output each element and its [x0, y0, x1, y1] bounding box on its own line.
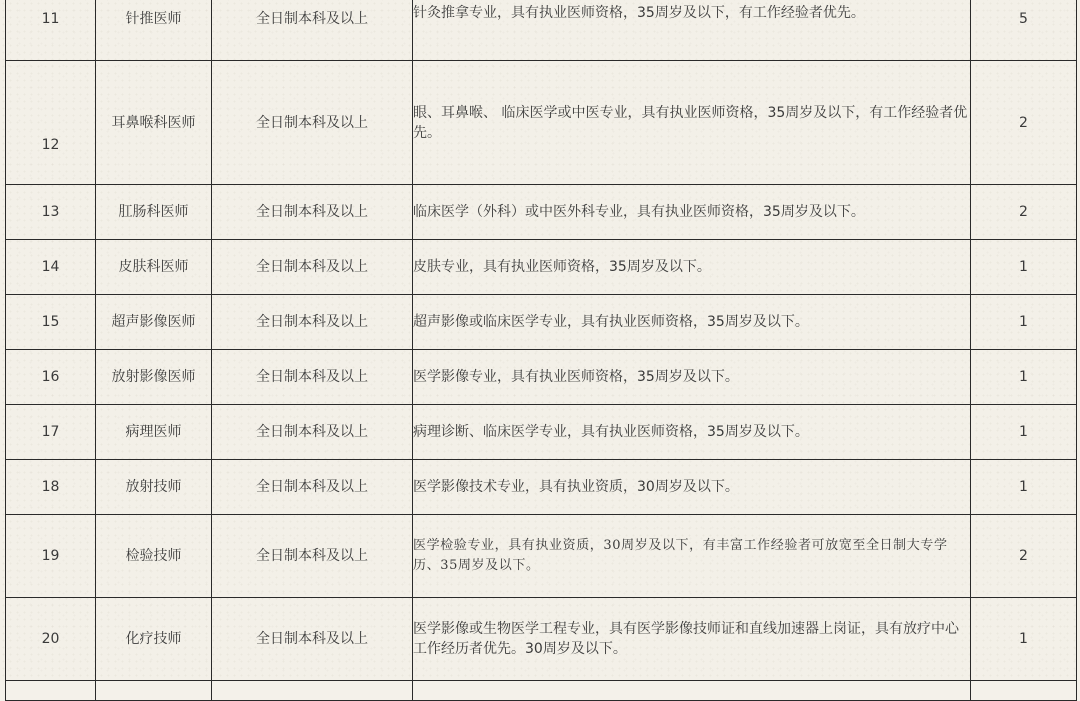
table-row — [6, 460, 1077, 515]
education-requirement: 全日制本科及以上 — [212, 185, 413, 240]
education-requirement: 全日制本科及以上 — [212, 515, 413, 598]
table-row — [6, 295, 1077, 350]
table-row — [6, 240, 1077, 295]
education-requirement: 全日制本科及以上 — [212, 405, 413, 460]
row-number: 11 — [6, 0, 96, 61]
post-name: 皮肤科医师 — [96, 240, 212, 295]
job-requirements: 医学影像专业，具有执业医师资格，35周岁及以下。 — [413, 350, 971, 405]
post-name: 肛肠科医师 — [96, 185, 212, 240]
hiring-count: 1 — [971, 240, 1077, 295]
table-row — [6, 350, 1077, 405]
job-requirements: 超声影像或临床医学专业，具有执业医师资格，35周岁及以下。 — [413, 295, 971, 350]
hiring-count: 2 — [971, 515, 1077, 598]
row-number: 12 — [6, 61, 96, 185]
row-number: 19 — [6, 515, 96, 598]
recruitment-table — [5, 0, 1077, 701]
education-requirement — [212, 681, 413, 701]
education-requirement: 全日制本科及以上 — [212, 295, 413, 350]
hiring-count: 5 — [971, 0, 1077, 61]
table-row — [6, 61, 1077, 185]
row-number: 17 — [6, 405, 96, 460]
post-name: 病理医师 — [96, 405, 212, 460]
education-requirement: 全日制本科及以上 — [212, 240, 413, 295]
job-requirements: 医学影像或生物医学工程专业，具有医学影像技师证和直线加速器上岗证，具有放疗中心工作经历者优先。30周岁及以下。 — [413, 598, 971, 681]
post-name: 超声影像医师 — [96, 295, 212, 350]
hiring-count — [971, 681, 1077, 701]
table-row — [6, 598, 1077, 681]
hiring-count: 1 — [971, 460, 1077, 515]
post-name: 耳鼻喉科医师 — [96, 61, 212, 185]
hiring-count: 1 — [971, 295, 1077, 350]
education-requirement: 全日制本科及以上 — [212, 460, 413, 515]
job-requirements: 眼、耳鼻喉、 临床医学或中医专业，具有执业医师资格，35周岁及以下，有工作经验者优先。 — [413, 61, 971, 185]
row-number: 18 — [6, 460, 96, 515]
education-requirement: 全日制本科及以上 — [212, 61, 413, 185]
hiring-count: 1 — [971, 598, 1077, 681]
post-name: 化疗技师 — [96, 598, 212, 681]
job-requirements: 临床医学（外科）或中医外科专业，具有执业医师资格，35周岁及以下。 — [413, 185, 971, 240]
row-number: 14 — [6, 240, 96, 295]
job-requirements: 针灸推拿专业，具有执业医师资格，35周岁及以下，有工作经验者优先。 — [413, 0, 971, 61]
hiring-count: 1 — [971, 405, 1077, 460]
post-name: 放射技师 — [96, 460, 212, 515]
table-row — [6, 515, 1077, 598]
job-requirements — [413, 681, 971, 701]
post-name: 针推医师 — [96, 0, 212, 61]
row-number: 16 — [6, 350, 96, 405]
hiring-count: 2 — [971, 185, 1077, 240]
row-number: 15 — [6, 295, 96, 350]
post-name — [96, 681, 212, 701]
hiring-count: 2 — [971, 61, 1077, 185]
table-row — [6, 0, 1077, 61]
post-name: 放射影像医师 — [96, 350, 212, 405]
education-requirement: 全日制本科及以上 — [212, 0, 413, 61]
job-requirements: 病理诊断、临床医学专业，具有执业医师资格，35周岁及以下。 — [413, 405, 971, 460]
hiring-count: 1 — [971, 350, 1077, 405]
job-requirements: 医学检验专业，具有执业资质，30周岁及以下，有丰富工作经验者可放宽至全日制大专学历、35周岁及以下。 — [413, 515, 971, 598]
row-number — [6, 681, 96, 701]
job-requirements: 皮肤专业，具有执业医师资格，35周岁及以下。 — [413, 240, 971, 295]
table-row — [6, 405, 1077, 460]
table-row — [6, 681, 1077, 701]
row-number: 13 — [6, 185, 96, 240]
row-number: 20 — [6, 598, 96, 681]
education-requirement: 全日制本科及以上 — [212, 598, 413, 681]
table-row — [6, 185, 1077, 240]
job-requirements: 医学影像技术专业，具有执业资质，30周岁及以下。 — [413, 460, 971, 515]
post-name: 检验技师 — [96, 515, 212, 598]
education-requirement: 全日制本科及以上 — [212, 350, 413, 405]
